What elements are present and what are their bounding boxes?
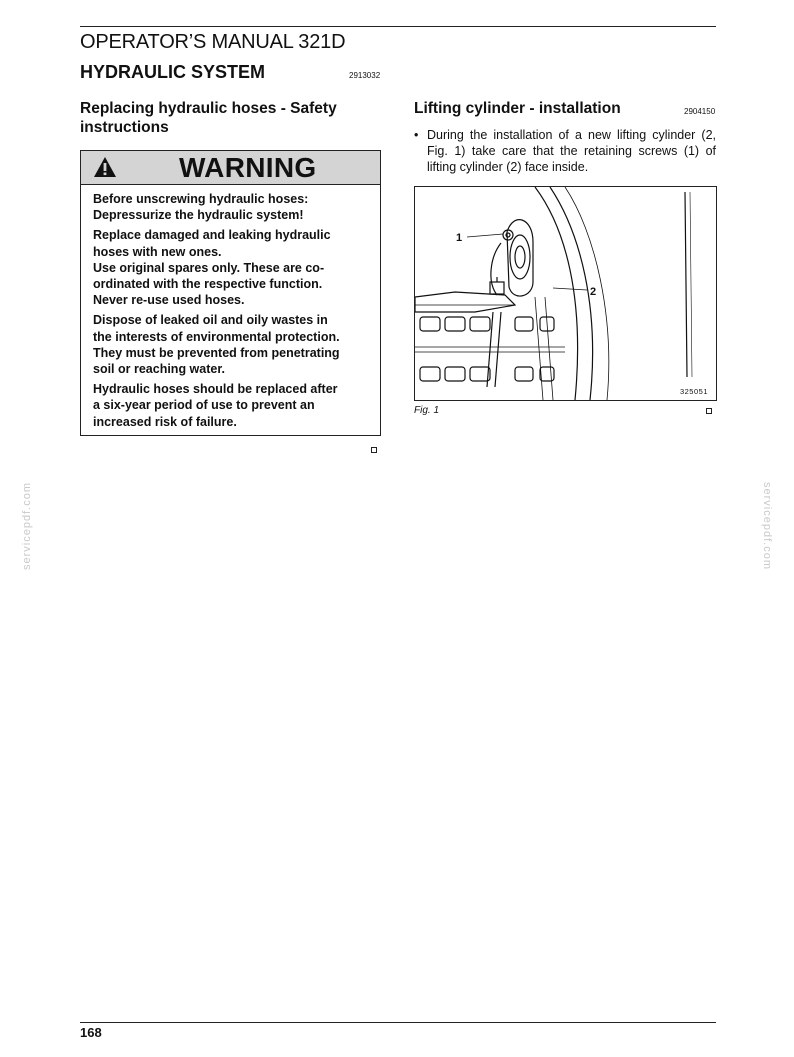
watermark-right: servicepdf.com <box>761 482 773 570</box>
watermark-left: servicepdf.com <box>21 482 33 570</box>
warning-line: soil or reaching water. <box>93 362 225 377</box>
warning-line: increased risk of failure. <box>93 414 237 429</box>
figure-label-1: 1 <box>456 232 463 244</box>
right-heading: Lifting cylinder - installation <box>414 100 621 117</box>
warning-line: a six-year period of use to prevent an <box>93 398 315 413</box>
manual-title: OPERATOR’S MANUAL 321D <box>80 31 346 53</box>
warning-box <box>80 150 381 436</box>
instruction-bullet <box>414 127 716 175</box>
warning-paragraph <box>93 381 368 430</box>
right-section-code: 2904150 <box>684 107 716 116</box>
section-code: 2913032 <box>349 71 381 80</box>
warning-line: Before unscrewing hydraulic hoses: <box>93 192 309 206</box>
figure-label-2: 2 <box>590 286 597 298</box>
warning-line: ordinated with the respective function. <box>93 277 323 292</box>
top-rule <box>80 26 716 27</box>
warning-paragraph <box>93 312 368 377</box>
warning-line: hoses with new ones. <box>93 244 222 259</box>
figure-code: 325051 <box>679 387 708 396</box>
warning-paragraph <box>93 191 368 223</box>
section-title: HYDRAULIC SYSTEM <box>80 62 266 82</box>
section-end-marker <box>706 408 712 414</box>
warning-line: Hydraulic hoses should be replaced after <box>93 382 338 397</box>
figure-drawing <box>415 187 716 400</box>
warning-title: WARNING <box>179 152 317 183</box>
bullet-dot-icon: • <box>414 128 419 142</box>
figure-caption: Fig. 1 <box>414 405 440 416</box>
warning-line: Never re-use used hoses. <box>93 293 245 308</box>
warning-line: Dispose of leaked oil and oily wastes in <box>93 313 328 328</box>
warning-line: Replace damaged and leaking hydraulic <box>93 228 331 243</box>
bottom-rule <box>80 1022 716 1023</box>
figure-lifting-cylinder <box>414 186 717 401</box>
left-heading: Replacing hydraulic hoses - Safety instructions <box>80 100 337 136</box>
warning-paragraph <box>93 227 368 308</box>
warning-line: They must be prevented from penetrating <box>93 345 340 360</box>
warning-line: Use original spares only. These are co- <box>93 260 325 275</box>
instruction-text: During the installation of a new lifting cylinder (2, Fig. 1) take care that the retaining screws (1) of lifting cylinder (2) face inside. <box>427 128 716 174</box>
section-end-marker <box>371 447 377 453</box>
warning-body <box>81 185 380 430</box>
warning-line: the interests of environmental protection. <box>93 329 340 344</box>
warning-header <box>81 151 380 185</box>
page-number: 168 <box>80 1025 102 1040</box>
warning-line: Depressurize the hydraulic system! <box>93 208 304 223</box>
warning-triangle-icon <box>93 156 117 178</box>
